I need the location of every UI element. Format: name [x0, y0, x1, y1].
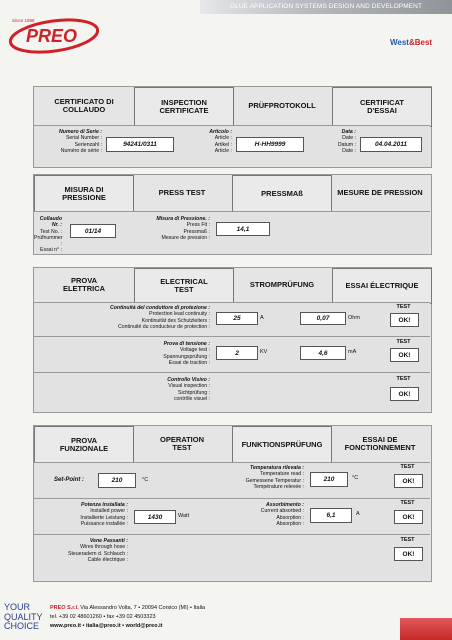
continuity-current-unit: A — [260, 315, 264, 321]
header-cert-en: INSPECTION CERTIFICATE — [134, 87, 234, 127]
header-op-it: PROVA FUNZIONALE — [34, 426, 134, 464]
electrical-section — [33, 267, 432, 413]
test-number-labels: Collaudo Nr. : Test No. : Prüfnummer : Essai n° : — [34, 216, 63, 254]
absorption-value: 6,1 — [310, 508, 352, 523]
absorption-test-label: TEST — [400, 500, 415, 506]
slogan — [4, 603, 43, 632]
header-op-en: OPERATION TEST — [159, 434, 205, 452]
header-elec-fr: ESSAI ÉLECTRIQUE — [332, 268, 432, 304]
date-labels: Data : Date : Datum : Date : — [337, 129, 356, 154]
temperature-unit: °C — [352, 475, 359, 481]
serial-number-value: 94241/0311 — [106, 137, 174, 152]
power-labels: Potenza installata : Installed power : Installierte Leistung : Puissance installée : — [80, 502, 128, 527]
absorption-unit: A — [356, 511, 360, 517]
voltage-value: 2 — [216, 346, 258, 360]
serial-labels: Numero di Serie : Serial Number : Serienzahl : Numéro de série : — [59, 129, 102, 154]
temperature-ok-box: OK! — [394, 474, 423, 488]
setpoint-label: Set-Point : — [54, 477, 84, 483]
press-fit-labels: Misura di Pressione. : Press Fit : Pressmaß : Mesure de pression : — [156, 216, 210, 241]
company-web: www.preo.it • italia@preo.it • world@preo.it — [50, 623, 163, 629]
certificate-section — [33, 86, 432, 168]
header-press-de: PRESSMAß — [232, 175, 332, 213]
voltage-ok-box: OK! — [390, 348, 419, 362]
preo-logo — [6, 12, 106, 56]
slogan-quality: QUALITY — [4, 611, 43, 622]
header-elec-de: STROMPRÜFUNG — [249, 279, 315, 289]
pressure-section — [33, 174, 432, 255]
voltage-labels: Prova di tensione : Voltage test : Spannungsprüfung : Essai de traction : — [163, 341, 210, 366]
visual-test-label: TEST — [396, 376, 411, 382]
company-name: PREO S.r.l. — [50, 605, 79, 611]
partner-best: &Best — [408, 38, 433, 47]
visual-ok-box: OK! — [390, 387, 419, 401]
header-cert-de: PRÜFPROTOKOLL — [248, 100, 316, 110]
leakage-current-value: 4,6 — [300, 346, 346, 360]
continuity-resistance-value: 0,07 — [300, 312, 346, 325]
continuity-ok-box: OK! — [390, 313, 419, 327]
voltage-unit: KV — [260, 349, 268, 355]
partner-west: West — [390, 38, 409, 47]
power-value: 1430 — [134, 510, 176, 524]
company-tel: tel. +39 02 48601260 • fax +39 02 4503323 — [50, 614, 156, 620]
logo-since: Since 1986 — [12, 18, 35, 23]
temperature-test-label: TEST — [400, 464, 415, 470]
voltage-test-label: TEST — [396, 339, 411, 345]
test-number-value: 01/14 — [70, 224, 116, 238]
header-op-fr: ESSAI DE FONCTIONNEMENT — [344, 434, 416, 452]
absorption-labels: Assorbimento : Current absorbed : Absorption : Absorption : — [260, 502, 304, 527]
setpoint-unit: °C — [142, 477, 149, 483]
wires-labels: Vene Passanti : Wires through hose : Steueradern d. Schlauch : Cable électrique : — [68, 538, 128, 563]
date-value: 04.04.2011 — [360, 137, 422, 152]
partner-logo — [390, 38, 432, 47]
header-op-de: FUNKTIONSPRÜFUNG — [232, 426, 332, 464]
temperature-labels: Temperatura rilevata : Temperature read : Gemessene Temperatur : Température relevée : — [245, 465, 304, 490]
header-cert-it: CERTIFICATO DI COLLAUDO — [54, 96, 114, 114]
header-press-en: PRESS TEST — [158, 187, 206, 197]
continuity-test-label: TEST — [396, 304, 411, 310]
header-press-it: MISURA DI PRESSIONE — [34, 175, 134, 213]
absorption-ok-box: OK! — [394, 510, 423, 524]
continuity-labels: Continuità del conduttore di protezione : Protection lead continuity : Kontinuität des Schutzleiters : Continuité du conducteur de protection : — [110, 305, 210, 330]
setpoint-value: 210 — [98, 473, 136, 488]
slogan-choice: CHOICE — [4, 621, 40, 631]
operation-section — [33, 425, 432, 582]
leakage-current-unit: mA — [348, 349, 357, 355]
power-unit: Watt — [178, 513, 190, 519]
company-address: Via Alessandro Volta, 7 • 20094 Corsico (MI) • Italia — [80, 605, 206, 611]
footer-corner-decoration — [400, 618, 452, 640]
wires-ok-box: OK! — [394, 547, 423, 561]
press-fit-value: 14,1 — [216, 222, 270, 236]
wires-test-label: TEST — [400, 537, 415, 543]
header-elec-en: ELECTRICAL TEST — [134, 268, 234, 304]
header-elec-it: PROVA ELETTRICA — [62, 275, 106, 293]
header-cert-fr: CERTIFICAT D'ESSAI — [332, 87, 432, 127]
logo-text: PREO — [26, 26, 78, 46]
slogan-your: YOUR — [4, 602, 31, 612]
continuity-resistance-unit: Ohm — [348, 315, 360, 321]
article-labels: Articolo : Article : Artikel : Article : — [209, 129, 232, 154]
visual-labels: Controllo Visivo : Visual inspection : Sichtprüfung : contrôle visuel : — [167, 377, 210, 402]
temperature-value: 210 — [310, 472, 348, 487]
company-info — [50, 604, 205, 631]
header-press-fr: MESURE DE PRESSION — [337, 187, 423, 197]
continuity-current-value: 25 — [216, 312, 258, 325]
header-banner: GLUE APPLICATION SYSTEMS DESIGN AND DEVELOPMENT — [200, 0, 452, 14]
article-value: H-HH9999 — [236, 137, 304, 152]
